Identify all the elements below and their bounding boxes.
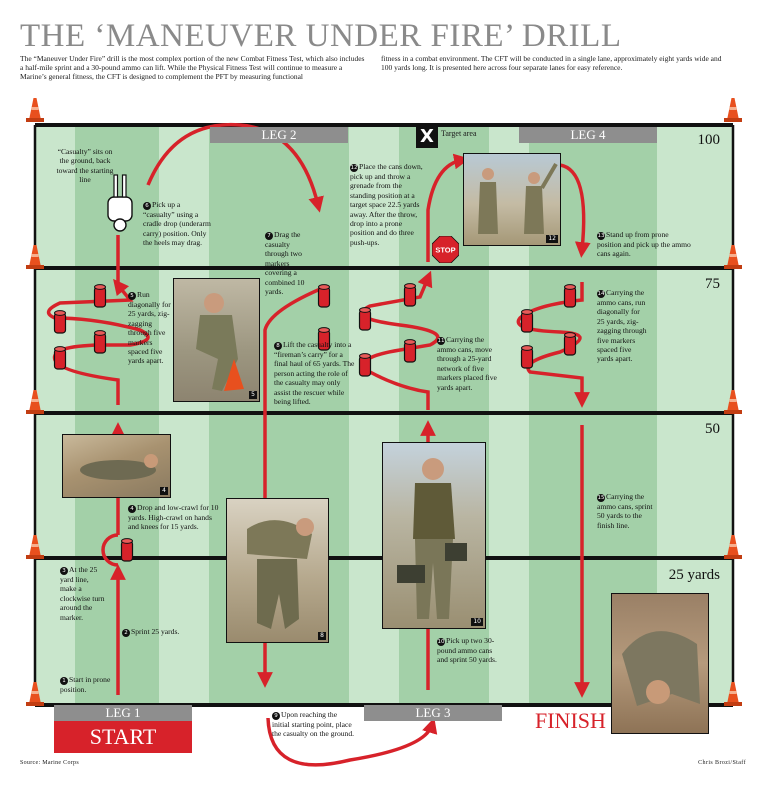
yard-marker-25: 25 yards xyxy=(668,567,720,583)
step-5: 5 Run diagonally for 25 yards, zig-zagging through five markers spaced five yards apart. xyxy=(128,290,171,366)
start-label: START xyxy=(54,721,192,753)
lane-label-leg1: LEG 1 xyxy=(54,705,192,721)
photo-zigzag-run xyxy=(173,278,260,402)
photo-number: 5 xyxy=(251,391,255,398)
step-4: 4 Drop and low-crawl for 10 yards. High-crawl on hands and knees for 15 yards. xyxy=(128,503,219,532)
target-icon: X xyxy=(416,126,438,148)
step-1: 1 Start in prone position. xyxy=(60,675,111,694)
step-13: 13 Stand up from prone position and pick up the ammo cans again. xyxy=(597,230,691,259)
stop-sign-icon xyxy=(432,236,459,263)
yard-marker-100: 100 xyxy=(697,132,720,148)
step-14: 14 Carrying the ammo cans, run diagonally for 25 yards, zig-zagging through five markers spaced five yards apart. xyxy=(597,288,647,364)
lane-label-leg2: LEG 2 xyxy=(210,127,348,143)
step-3: 3 At the 25 yard line, make a clockwise turn around the marker. xyxy=(60,565,105,622)
page-title: THE ‘MANEUVER UNDER FIRE’ DRILL xyxy=(20,18,622,54)
step-11: 11 Carrying the ammo cans, move through a 25-yard network of five markers placed five yards apart. xyxy=(437,335,497,392)
photo-ammo-can-sprint xyxy=(382,442,486,629)
finish-label: FINISH xyxy=(535,708,606,733)
step-2: 2 Sprint 25 yards. xyxy=(122,627,202,637)
photo-number: 10 xyxy=(473,618,481,625)
step-7: 7 Drag the casualty through two markers covering a combined 10 yards. xyxy=(265,230,305,297)
yard-marker-50: 50 xyxy=(705,421,720,437)
photo-number: 8 xyxy=(320,632,324,639)
source-credit: Source: Marine Corps xyxy=(20,760,79,766)
target-label: Target area xyxy=(441,129,477,138)
intro-text-right: fitness in a combat environment. The CFT will be conducted in a single lane, approximately eight yards wide and 100 yards long. It is presented here across four separate lanes for easy reference. xyxy=(381,54,722,73)
step-8: 8 Lift the casualty into a “fireman’s carry” for a final haul of 65 yards. The person acting the role of the casualty may only assist the rescuer while being lifted. xyxy=(274,340,355,407)
casualty-note: “Casualty” sits on the ground, back toward the starting line xyxy=(56,147,114,185)
lane-label-leg4: LEG 4 xyxy=(519,127,657,143)
lane-label-leg3: LEG 3 xyxy=(364,705,502,721)
photo-low-crawl xyxy=(62,434,171,498)
step-9: 9 Upon reaching the initial starting point, place the casualty on the ground. xyxy=(272,710,355,739)
photo-number: 12 xyxy=(548,235,556,242)
step-12: 12 Place the cans down, pick up and throw a grenade from the standing position at a target space 22.5 yards away. After the throw, drop into a prone position and do three push-ups. xyxy=(350,162,423,247)
photo-grenade-throw xyxy=(463,153,561,246)
stop-sign-text: STOP xyxy=(435,245,456,255)
photo-number: 4 xyxy=(162,487,166,494)
step-10: 10 Pick up two 30-pound ammo cans and sprint 50 yards. xyxy=(437,636,497,665)
photo-fireman-carry xyxy=(226,498,329,643)
yard-marker-75: 75 xyxy=(705,276,720,292)
step-15: 15 Carrying the ammo cans, sprint 50 yards to the finish line. xyxy=(597,492,653,530)
intro-text-left: The “Maneuver Under Fire” drill is the most complex portion of the new Combat Fitness Test, which also includes a half-mile sprint and a 30-pound ammo can lift. While the Physical Fitness Test will continue to measure a Marine’s general fitness, the CFT is designed to complement the PFT by measuring functional xyxy=(20,54,365,82)
step-6: 6 Pick up a “casualty” using a cradle drop (underarm carry) position. Only the heels may drag. xyxy=(143,200,211,248)
photo-finish-exhausted xyxy=(611,593,709,734)
artist-credit: Chris Brozi/Staff xyxy=(698,760,746,766)
